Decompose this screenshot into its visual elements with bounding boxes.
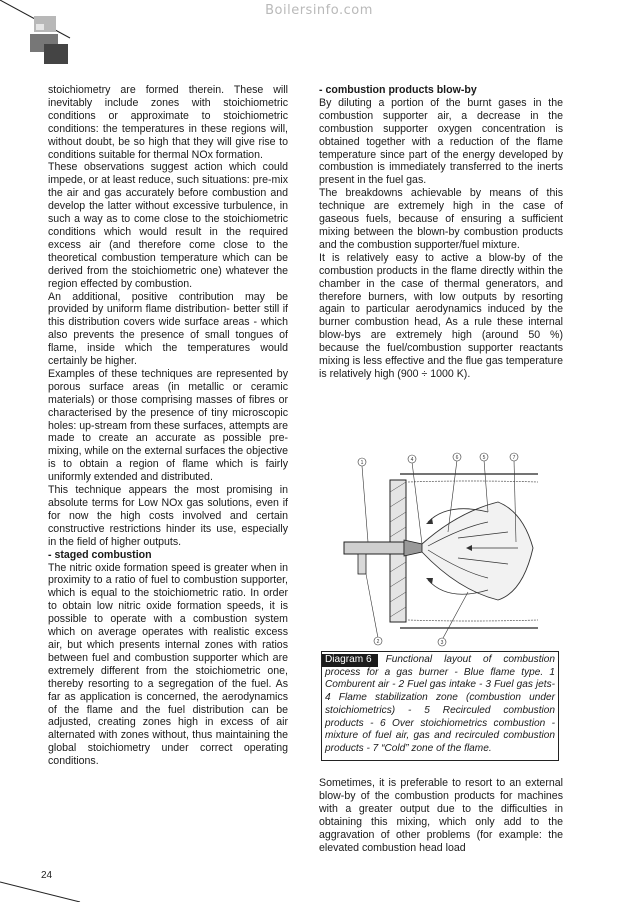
left-column [48, 84, 288, 768]
label-2: 2 [376, 639, 380, 645]
caption-text: Functional layout of combustion process for a gas burner - Blue flame type. 1 Comburent air - 2 Fuel gas intake - 3 Fuel gas jets- 4 Flame stabilization zone (combustion under stoichiometrics) - 5 Recirculed combustion products - 6 Over stoichiometrics combustion - mixture of fuel air, gas and recirculed combustion products - 7 “Cold” zone of the flame. [325, 654, 555, 754]
corner-decoration-bottom [0, 878, 120, 902]
section-heading: - combustion products blow-by [319, 84, 477, 96]
paragraph: These observations suggest action which could impede, or at least reduce, such situations: pre-mix the air and gas accurately before combustion and develop the latter without excessive turbulence, in such a way as to come close to the stoichiometric conditions which would result in the required excess air (and therefore come close to the theoretical combustion temperature which can be derived from the stoichiometric one) whatever the region effected by combustion. [48, 161, 288, 290]
paragraph: By diluting a portion of the burnt gases in the combustion supporter air, a decrease in the combustion supporter oxygen concentration is obtained together with a reduction of the flame temperature since part of the energy developed by combustion is immediately transferred to the inerts present in the fuel gas. [319, 96, 563, 187]
paragraph: The nitric oxide formation speed is greater when in proximity to a ratio of fuel to combustion supporter, which is equal to the stoichiometric ratio. In order to obtain low nitric oxide formation speeds, it is possible to operate with a combustion system which on average operates with realistic excess air, but which presents internal zones with ratios between fuel and combustion supporter which are extremely different from the stoichiometric one, thereby resorting to a segregation of the fuel. As far as application is concerned, the aerodynamics of the flame and the fuel distribution can be adjusted, creating zones high in excess of air alternated with zones without, thus maintaining the global stoichiometry under correct operating conditions. [48, 561, 288, 768]
label-5: 5 [482, 455, 486, 461]
paragraph: The breakdowns achievable by means of this technique are extremely high in the case of gaseous fuels, because of ensuring a sufficient mixing between the blown-by combustion products and the combustion supporter/fuel mixture. [319, 187, 563, 251]
paragraph: Examples of these techniques are represented by porous surface areas (in metallic or ceramic materials) or those comprising masses of fibres or characterised by the presence of tiny microscopic holes: up-stream from these surfaces, attempts are made to create an accurate as possible pre-mixing, while on the external surfaces the objective is to obtain a region of flame which is fairly uniformly extended and distributed. [48, 367, 288, 484]
burner-diagram [338, 452, 548, 647]
paragraph: An additional, positive contribution may be provided by uniform flame distribution- better still if this distribution covers wide surface areas - which also prevents the presence of small tongues of flame, inside which the temperatures would certainly be higher. [48, 290, 288, 368]
label-7: 7 [512, 455, 516, 461]
paragraph: This technique appears the most promising in absolute terms for Low NOx gas solutions, even if for now the high costs involved and certain constructive restrictions hinder its use, especially in the field of higher outputs. [48, 484, 288, 548]
label-6: 6 [455, 455, 459, 461]
diagram-caption [321, 651, 559, 761]
right-column-bottom [319, 777, 563, 854]
watermark: Boilersinfo.com [265, 3, 373, 18]
label-4: 4 [410, 457, 414, 463]
label-1: 1 [360, 460, 364, 466]
corner-decoration [0, 0, 120, 80]
right-column [319, 84, 563, 381]
section-heading: - staged combustion [48, 548, 152, 561]
label-3: 3 [440, 640, 444, 646]
paragraph: Sometimes, it is preferable to resort to an external blow-by of the combustion products for machines with a greater output due to the difficulties in obtaining this mixing, which only add to the aggravation of other problems (for example: the elevated combustion head load [319, 777, 563, 854]
paragraph: It is relatively easy to active a blow-by of the combustion products in the flame directly within the chamber in the case of thermal generators, and therefore burners, with low outputs by resorting again to particular aerodynamics induced by the burner combustion head, As a rule these internal blow-bys are extremely high (around 50 %) because the fuel/combustion supporter reactants mixing is less effective and the flue gas temperature is relatively high (900 ÷ 1000 K). [319, 251, 563, 380]
caption-label: Diagram 6 [322, 654, 378, 667]
paragraph: stoichiometry are formed therein. These will inevitably include zones with stoichiometric conditions or approximate to stoichiometric conditions: the temperatures in these regions will, without doubt, be so high that they will give rise to conditions suitable for thermal NOx formation. [48, 84, 288, 161]
page-number: 24 [41, 870, 53, 881]
